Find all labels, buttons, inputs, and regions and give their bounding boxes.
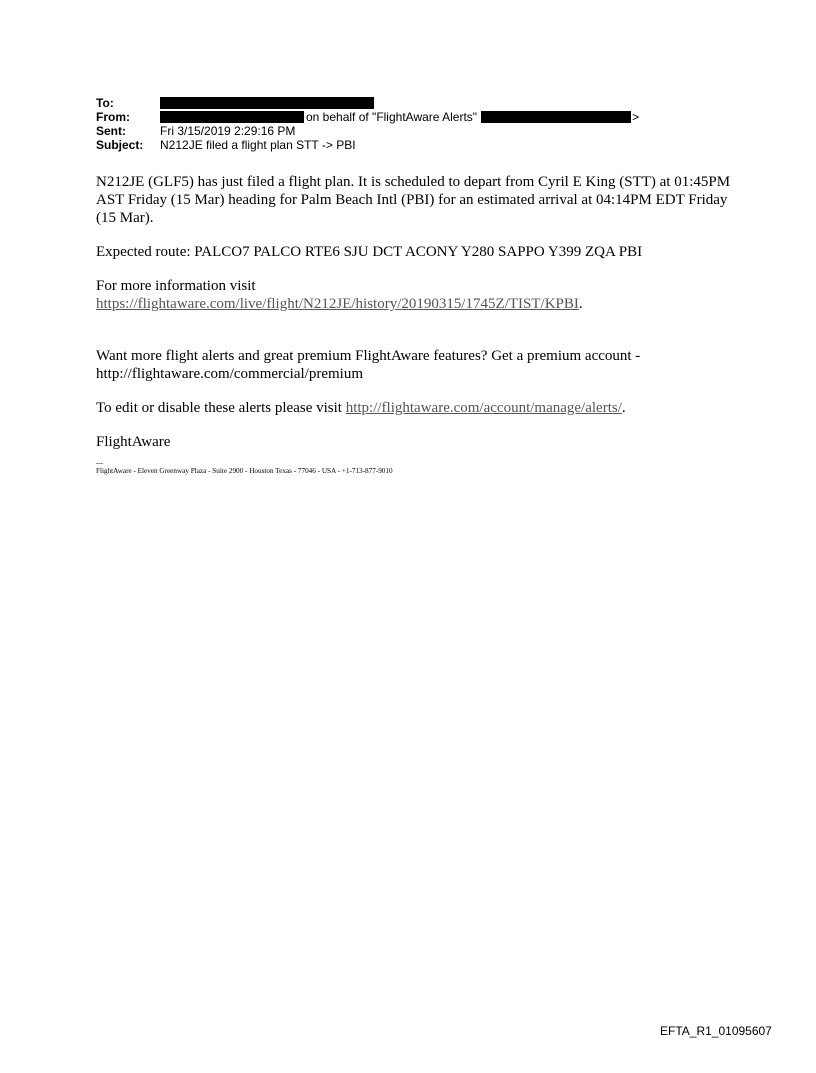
flight-plan-paragraph: N212JE (GLF5) has just filed a flight plan. It is scheduled to depart from Cyril E King (STT) at 01:45PM AST Friday (15 Mar) heading for Palm Beach Intl (PBI) for an estimated arrival at 04:14PM EDT Friday (15 Mar). <box>96 174 731 226</box>
subject-value: N212JE filed a flight plan STT -> PBI <box>160 138 356 152</box>
from-label: From: <box>96 110 130 124</box>
more-info-label: For more information visit <box>96 278 256 294</box>
from-end-bracket: > <box>632 110 640 124</box>
edit-alerts-line <box>96 399 736 417</box>
email-body <box>96 173 736 476</box>
email-header <box>96 96 639 152</box>
sent-row <box>96 124 639 138</box>
flight-history-link[interactable]: https://flightaware.com/live/flight/N212JE/history/20190315/1745Z/TIST/KPBI <box>96 296 579 312</box>
to-label: To: <box>96 96 114 110</box>
document-id: EFTA_R1_01095607 <box>660 1024 772 1038</box>
edit-alerts-prefix: To edit or disable these alerts please visit <box>96 400 346 416</box>
redaction-bar <box>481 111 631 123</box>
redaction-bar <box>160 111 304 123</box>
footer-separator: --- <box>96 459 103 467</box>
footer-address: FlightAware - Eleven Greenway Plaza - Suite 2900 - Houston Texas - 77046 - USA - +1-713-877-9010 <box>96 467 393 475</box>
more-info-period: . <box>578 296 583 312</box>
from-on-behalf-text: on behalf of "FlightAware Alerts" <box>306 110 478 124</box>
edit-alerts-period: . <box>621 400 626 416</box>
expected-route: Expected route: PALCO7 PALCO RTE6 SJU DCT ACONY Y280 SAPPO Y399 ZQA PBI <box>96 244 643 260</box>
sent-label: Sent: <box>96 124 126 138</box>
more-info-line <box>96 295 736 313</box>
from-row <box>96 110 639 124</box>
subject-row <box>96 138 639 152</box>
manage-alerts-link[interactable]: http://flightaware.com/account/manage/alerts/ <box>345 400 622 416</box>
sent-value: Fri 3/15/2019 2:29:16 PM <box>160 124 296 138</box>
subject-label: Subject: <box>96 138 144 152</box>
redaction-bar <box>160 97 374 109</box>
to-row <box>96 96 639 110</box>
signature: FlightAware <box>96 434 171 450</box>
premium-paragraph: Want more flight alerts and great premium FlightAware features? Get a premium account - http://flightaware.com/commercial/premium <box>96 348 641 382</box>
